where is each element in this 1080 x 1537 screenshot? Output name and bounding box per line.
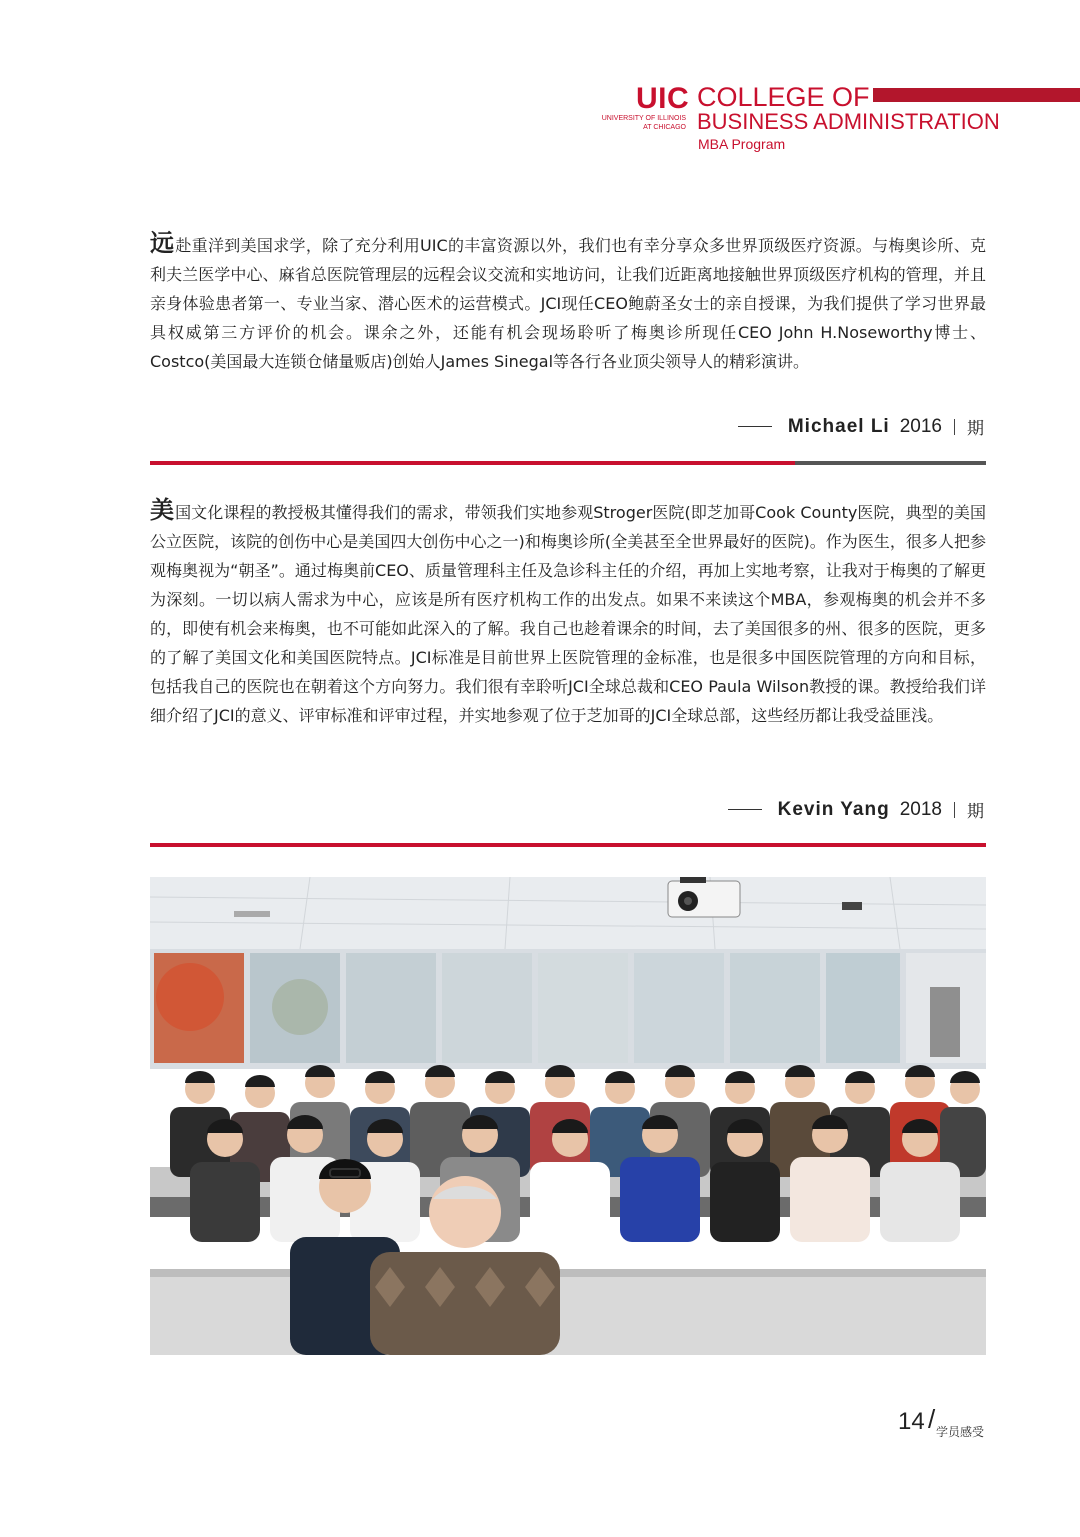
testimonial-2-year: 2018 xyxy=(899,798,942,820)
windows xyxy=(154,953,986,1063)
college-title-line2: BUSINESS ADMINISTRATION xyxy=(697,109,1000,134)
testimonial-2-term: 期 xyxy=(967,802,984,822)
program-label: MBA Program xyxy=(698,136,786,152)
testimonial-1-dropcap: 远 xyxy=(150,229,175,257)
page-header xyxy=(0,0,1080,170)
testimonial-2-author: Kevin Yang xyxy=(777,798,890,820)
signature-dash xyxy=(728,809,762,810)
uic-subtitle-line1: UNIVERSITY OF ILLINOIS xyxy=(601,115,686,122)
uic-logo: UIC xyxy=(636,82,690,115)
testimonial-1-signature xyxy=(738,414,984,439)
testimonial-1-author: Michael Li xyxy=(787,415,890,437)
testimonial-1-body: 赴重洋到美国求学，除了充分利用UIC的丰富资源以外，我们也有幸分享众多世界顶级医疗资源。与梅奥诊所、克利夫兰医学中心、麻省总医院管理层的远程会议交流和实地访问，让我们近距离地接触世界顶级医疗机构的管理，并且亲身体验患者第一、专业当家、潜心医术的运营模式。JCI现任CEO鲍蔚圣女士的亲自授课，为我们提供了学习世界最具权威第三方评价的机会。课余之外，还能有机会现场聆听了梅奥诊所现任CEO John H.Noseworthy博士、Costco(美国最大连锁仓储量贩店)创始人James Sinegal等各行各业顶尖领导人的精彩演讲。 xyxy=(150,236,987,371)
testimonial-2-dropcap: 美 xyxy=(150,496,175,524)
projector-icon xyxy=(668,877,740,917)
testimonial-2-text xyxy=(150,496,986,730)
header-accent-bar xyxy=(873,88,1080,102)
classroom-illustration xyxy=(150,877,986,1355)
section-divider-2 xyxy=(150,843,986,847)
college-title-line1: COLLEGE OF xyxy=(697,82,870,112)
testimonial-2-signature xyxy=(728,797,984,822)
section-label: 学员感受 xyxy=(936,1425,985,1439)
signature-separator xyxy=(954,419,955,435)
testimonial-1-term: 期 xyxy=(967,419,984,439)
uic-logo-subtitle xyxy=(588,114,686,132)
audience xyxy=(150,1065,986,1355)
testimonial-1-text xyxy=(150,229,986,376)
group-photo xyxy=(150,877,986,1355)
uic-subtitle-line2: AT CHICAGO xyxy=(643,124,686,131)
testimonial-2-body: 国文化课程的教授极其懂得我们的需求，带领我们实地参观Stroger医院(即芝加哥Cook County医院，典型的美国公立医院，该院的创伤中心是美国四大创伤中心之一)和梅奥诊所(全美甚至全世界最好的医院)。作为医生，很多人把参观梅奥视为“朝圣”。通过梅奥前CEO、质量管理科主任及急诊科主任的介绍，再加上实地考察，让我对于梅奥的了解更为深刻。一切以病人需求为中心，应该是所有医疗机构工作的出发点。如果不来读这个MBA，参观梅奥的机会并不多的，即使有机会来梅奥，也不可能如此深入的了解。我自己也趁着课余的时间，去了美国很多的州、很多的医院，更多的了解了美国文化和美国医院特点。JCI标准是目前世界上医院管理的金标准，也是很多中国医院管理的方向和目标，包括我自己的医院也在朝着这个方向努力。我们很有幸聆听JCI全球总裁和CEO Paula Wilson教授的课。教授给我们详细介绍了JCI的意义、评审标准和评审过程，并实地参观了位于芝加哥的JCI全球总部，这些经历都让我受益匪浅。 xyxy=(150,503,987,725)
signature-dash xyxy=(738,426,772,427)
section-divider-1 xyxy=(150,461,986,465)
page-number: 14 xyxy=(898,1408,925,1435)
testimonial-1-year: 2016 xyxy=(899,415,942,437)
divider-gray-segment xyxy=(795,461,986,465)
signature-separator xyxy=(954,802,955,818)
divider-red-segment xyxy=(150,461,795,465)
divider-red-segment xyxy=(150,843,986,847)
page-number-slash: / xyxy=(928,1404,936,1434)
